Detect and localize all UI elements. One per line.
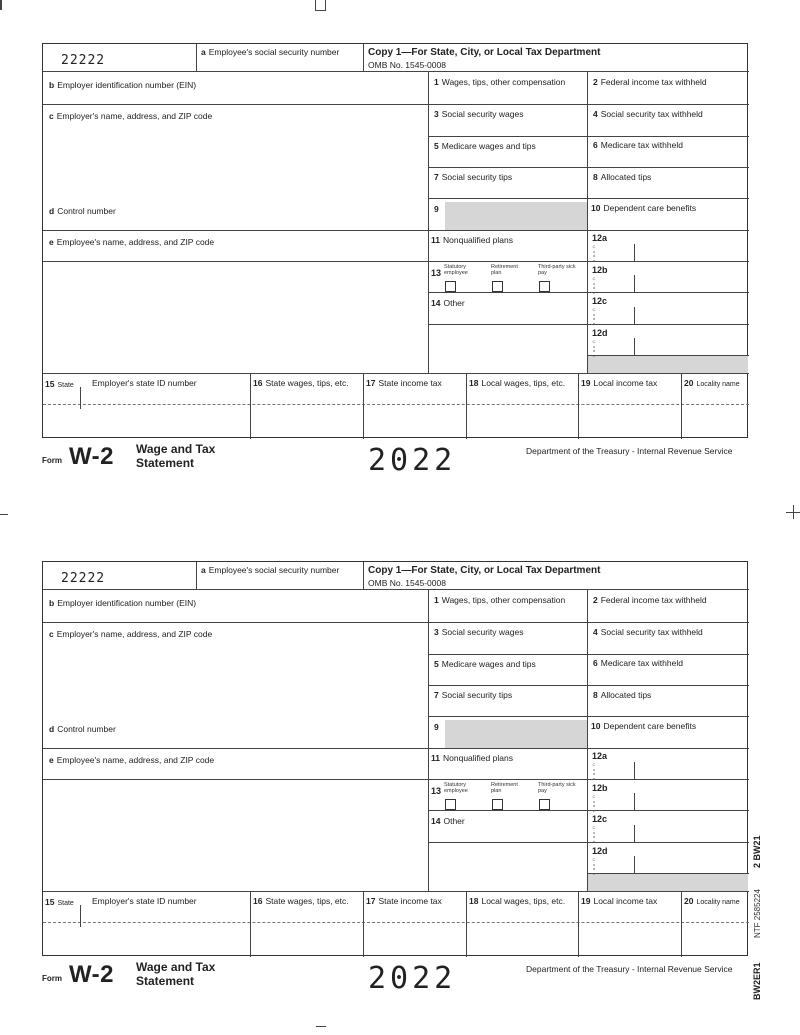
box12c-label: 12c [592, 814, 608, 824]
box7-label: 7 Social security tips [434, 690, 513, 700]
box-c-label: c Employer's name, address, and ZIP code [49, 111, 213, 121]
omb-number: OMB No. 1545-0008 [368, 60, 446, 70]
box6-label: 6 Medicare tax withheld [593, 658, 683, 668]
box18-label: 18 Local wages, tips, etc. [469, 896, 566, 906]
box7-label: 7 Social security tips [434, 172, 513, 182]
box13-statutory-label: Statutory employee [444, 782, 468, 794]
box13-retirement-label: Retirement plan [491, 782, 518, 794]
box14-label: 14 Other [431, 816, 465, 826]
box12b-code-word: C o d e [592, 794, 596, 813]
crop-mark-bottom [316, 1026, 326, 1027]
box13-statutory-label: Statutory employee [444, 264, 468, 276]
third-party-sick-pay-checkbox[interactable] [539, 799, 550, 810]
box3-label: 3 Social security wages [434, 109, 524, 119]
box19-label: 19 Local income tax [581, 378, 658, 388]
copy-title: Copy 1—For State, City, or Local Tax Department [368, 565, 601, 576]
box15-label: 15 State [45, 897, 74, 907]
box15-label: 15 State [45, 379, 74, 389]
box18-label: 18 Local wages, tips, etc. [469, 378, 566, 388]
box12c-label: 12c [592, 296, 608, 306]
w2-footer [42, 441, 748, 481]
box9-label: 9 [434, 204, 439, 214]
form-title: Wage and Tax Statement [136, 442, 216, 470]
form-name: W-2 [69, 961, 115, 988]
crop-mark-center-right [325, 0, 326, 10]
side-code-bw21: 2 BW21 [752, 835, 762, 868]
box20-label: 20 Locality name [684, 378, 740, 388]
box-d-label: d Control number [49, 206, 116, 216]
form-word: Form [42, 456, 62, 465]
tax-year: 2022 [368, 443, 457, 478]
department: Department of the Treasury - Internal Revenue Service [526, 964, 733, 974]
box11-label: 11 Nonqualified plans [431, 753, 513, 763]
department: Department of the Treasury - Internal Revenue Service [526, 446, 733, 456]
box9-shade [445, 720, 587, 748]
box12a-label: 12a [592, 751, 608, 761]
form-word: Form [42, 974, 62, 983]
statutory-employee-checkbox[interactable] [445, 281, 456, 292]
box5-label: 5 Medicare wages and tips [434, 141, 536, 151]
box-a-label: a Employee's social security number [201, 47, 340, 57]
tax-year: 2022 [368, 961, 457, 996]
box12c-code-word: C o d e [592, 307, 596, 326]
box13-thirdparty-label: Third-party sick pay [538, 782, 576, 794]
w2-grid [42, 43, 748, 438]
box4-label: 4 Social security tax withheld [593, 627, 703, 637]
box4-label: 4 Social security tax withheld [593, 109, 703, 119]
box17-label: 17 State income tax [366, 378, 442, 388]
box8-label: 8 Allocated tips [593, 690, 652, 700]
box-d-label: d Control number [49, 724, 116, 734]
box-b-label: b Employer identification number (EIN) [49, 598, 197, 608]
box-c-label: c Employer's name, address, and ZIP code [49, 629, 213, 639]
cut-mark-right-v [793, 505, 794, 519]
box12b-label: 12b [592, 265, 608, 275]
box2-label: 2 Federal income tax withheld [593, 595, 707, 605]
box12d-label: 12d [592, 328, 608, 338]
box19-label: 19 Local income tax [581, 896, 658, 906]
crop-mark-left [0, 0, 2, 10]
box12b-label: 12b [592, 783, 608, 793]
box12a-label: 12a [592, 233, 608, 243]
box20-label: 20 Locality name [684, 896, 740, 906]
retirement-plan-checkbox[interactable] [492, 281, 503, 292]
box11-label: 11 Nonqualified plans [431, 235, 513, 245]
box12a-code-word: C o d e [592, 762, 596, 781]
w2-form-bottom [42, 561, 748, 996]
box5-label: 5 Medicare wages and tips [434, 659, 536, 669]
statutory-employee-checkbox[interactable] [445, 799, 456, 810]
form-number: 22222 [61, 571, 106, 586]
box15-id-label: Employer's state ID number [92, 378, 197, 388]
box10-label: 10 Dependent care benefits [591, 721, 697, 731]
box-b-label: b Employer identification number (EIN) [49, 80, 197, 90]
third-party-sick-pay-checkbox[interactable] [539, 281, 550, 292]
box16-label: 16 State wages, tips, etc. [253, 896, 349, 906]
form-name: W-2 [69, 443, 115, 470]
form-title: Wage and Tax Statement [136, 960, 216, 988]
box17-label: 17 State income tax [366, 896, 442, 906]
box13-thirdparty-label: Third-party sick pay [538, 264, 576, 276]
box16-label: 16 State wages, tips, etc. [253, 378, 349, 388]
side-code-bw2er1: BW2ER1 [752, 962, 762, 1000]
box10-label: 10 Dependent care benefits [591, 203, 697, 213]
box1-label: 1 Wages, tips, other compensation [434, 595, 566, 605]
box12a-code-word: C o d e [592, 244, 596, 263]
box13-label: 13 [431, 786, 442, 796]
box12d-label: 12d [592, 846, 608, 856]
box14-label: 14 Other [431, 298, 465, 308]
box12-shade [588, 356, 748, 373]
box9-label: 9 [434, 722, 439, 732]
box13-label: 13 [431, 268, 442, 278]
retirement-plan-checkbox[interactable] [492, 799, 503, 810]
box12b-code-word: C o d e [592, 276, 596, 295]
box-e-label: e Employee's name, address, and ZIP code [49, 755, 215, 765]
box9-shade [445, 202, 587, 230]
box-e-label: e Employee's name, address, and ZIP code [49, 237, 215, 247]
w2-footer [42, 959, 748, 999]
box12c-code-word: C o d e [592, 825, 596, 844]
side-code-ntf: NTF 2585224 [753, 889, 762, 938]
form-number: 22222 [61, 53, 106, 68]
w2-form-top [42, 43, 748, 478]
box-a-label: a Employee's social security number [201, 565, 340, 575]
omb-number: OMB No. 1545-0008 [368, 578, 446, 588]
box6-label: 6 Medicare tax withheld [593, 140, 683, 150]
crop-mark-center [315, 0, 316, 10]
box12-shade [588, 874, 748, 891]
box1-label: 1 Wages, tips, other compensation [434, 77, 566, 87]
box12d-code-word: C o d e [592, 857, 596, 876]
box3-label: 3 Social security wages [434, 627, 524, 637]
crop-mark-center-bottom [315, 10, 326, 11]
copy-title: Copy 1—For State, City, or Local Tax Department [368, 47, 601, 58]
box13-retirement-label: Retirement plan [491, 264, 518, 276]
box8-label: 8 Allocated tips [593, 172, 652, 182]
cut-mark-left [0, 514, 8, 515]
w2-grid [42, 561, 748, 956]
box12d-code-word: C o d e [592, 339, 596, 358]
box2-label: 2 Federal income tax withheld [593, 77, 707, 87]
box15-id-label: Employer's state ID number [92, 896, 197, 906]
